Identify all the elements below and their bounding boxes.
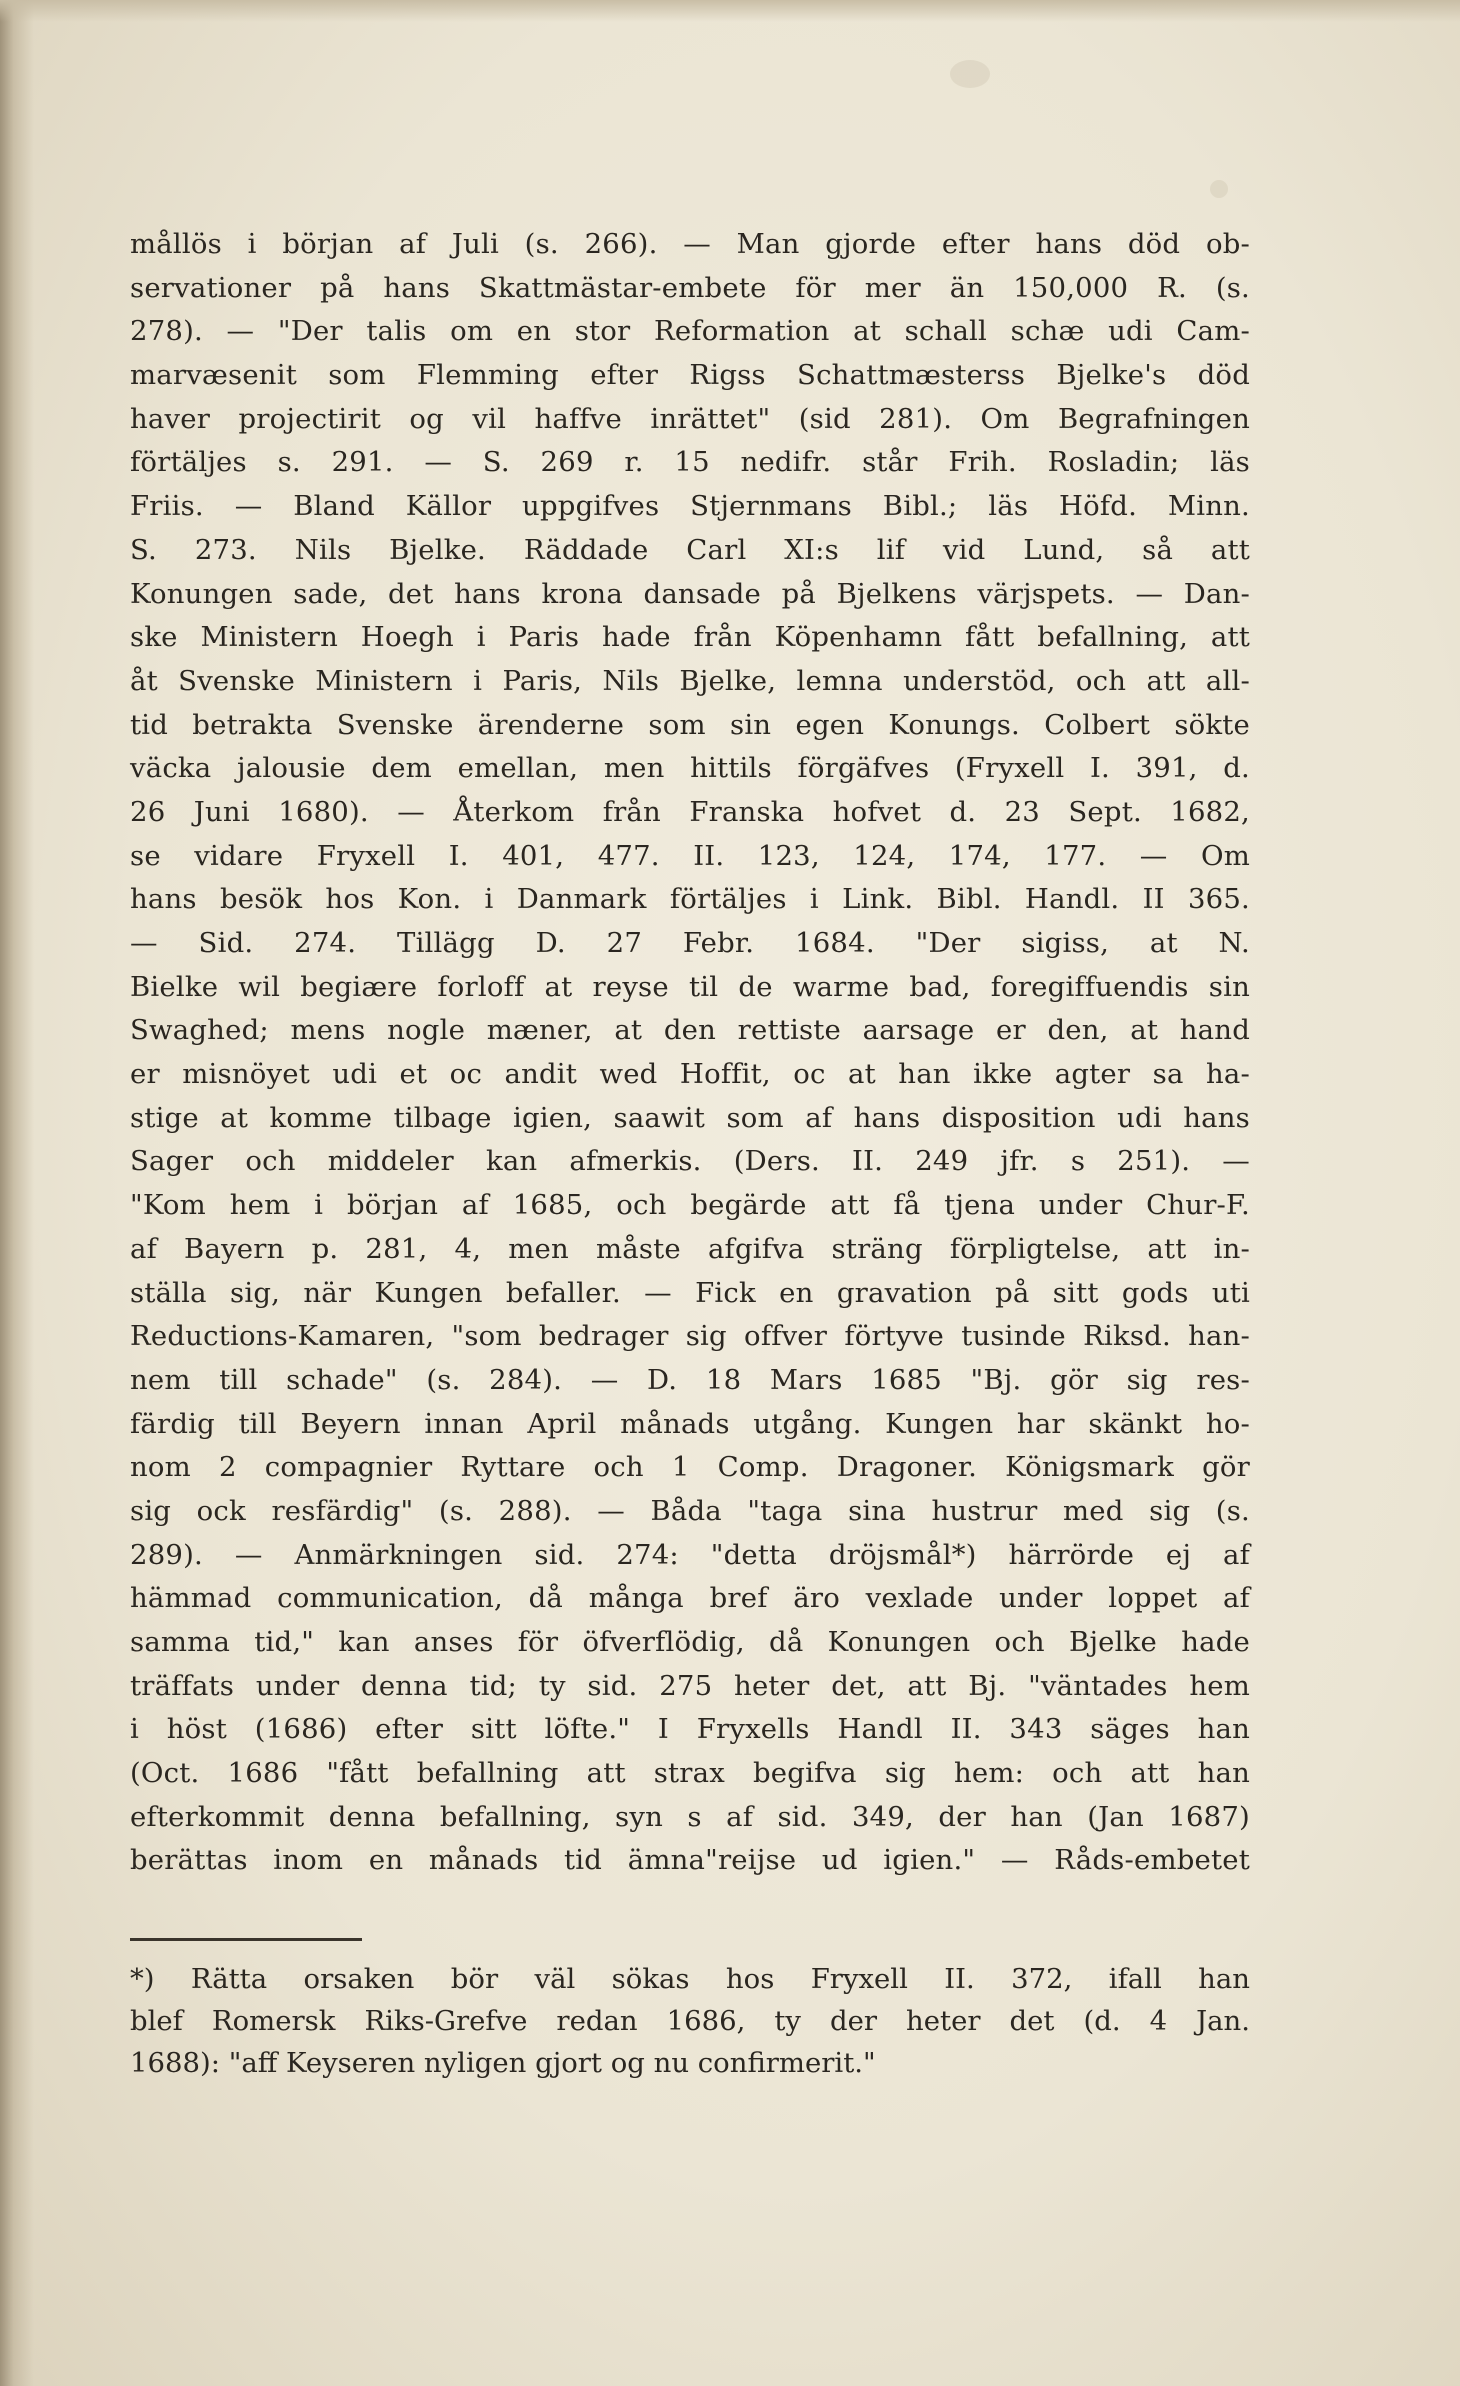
text-line: i höst (1686) efter sitt löfte." I Fryxells Handl II. 343 säges han (130, 1713, 1250, 1746)
text-line: Friis. — Bland Källor uppgifves Stjernmans Bibl.; läs Höfd. Minn. (130, 490, 1250, 523)
text-line: väcka jalousie dem emellan, men hittils förgäfves (Fryxell I. 391, d. (130, 752, 1250, 785)
text-line: servationer på hans Skattmästar-embete för mer än 150,000 R. (s. (130, 271, 1250, 304)
text-line: 26 Juni 1680). — Återkom från Franska hofvet d. 23 Sept. 1682, (130, 795, 1250, 828)
text-line: tid betrakta Svenske ärenderne som sin egen Konungs. Colbert sökte (130, 708, 1250, 741)
text-line: 278). — "Der talis om en stor Reformation at schall schæ udi Cam- (130, 315, 1250, 348)
text-line: berättas inom en månads tid ämna"reijse ud igien." — Råds-embetet (130, 1844, 1250, 1877)
text-line: ställa sig, när Kungen befaller. — Fick en gravation på sitt gods uti (130, 1276, 1250, 1309)
text-line: marvæsenit som Flemming efter Rigss Schattmæsterss Bjelke's död (130, 359, 1250, 392)
text-line: efterkommit denna befallning, syn s af sid. 349, der han (Jan 1687) (130, 1800, 1250, 1833)
body-text (130, 223, 1250, 1883)
text-line: Reductions-Kamaren, "som bedrager sig offver förtyve tusinde Riksd. han- (130, 1320, 1250, 1353)
page-top-shadow (0, 0, 1460, 22)
footnote-separator (130, 1938, 362, 1941)
footnote-line: *) Rätta orsaken bör väl sökas hos Fryxell II. 372, ifall han (130, 1963, 1250, 1995)
text-line: färdig till Beyern innan April månads utgång. Kungen har skänkt ho- (130, 1407, 1250, 1440)
text-line: Bielke wil begiære forloff at reyse til de warme bad, foregiffuendis sin (130, 970, 1250, 1003)
text-line: S. 273. Nils Bjelke. Räddade Carl XI:s lif vid Lund, så att (130, 533, 1250, 566)
text-line: nem till schade" (s. 284). — D. 18 Mars 1685 "Bj. gör sig res- (130, 1363, 1250, 1396)
page-edge-shadow (0, 0, 34, 2386)
text-line: (Oct. 1686 "fått befallning att strax begifva sig hem: och att han (130, 1757, 1250, 1790)
text-line: — Sid. 274. Tillägg D. 27 Febr. 1684. "Der sigiss, at N. (130, 927, 1250, 959)
text-line: träffats under denna tid; ty sid. 275 heter det, att Bj. "väntades hem (130, 1669, 1250, 1702)
text-line: "Kom hem i början af 1685, och begärde att få tjena under Chur-F. (130, 1189, 1250, 1222)
text-line: Sager och middeler kan afmerkis. (Ders. II. 249 jfr. s 251). — (130, 1145, 1250, 1178)
text-line: nom 2 compagnier Ryttare och 1 Comp. Dragoner. Königsmark gör (130, 1451, 1250, 1484)
text-line: Konungen sade, det hans krona dansade på Bjelkens värjspets. — Dan- (130, 577, 1250, 610)
footnote-line: 1688): "aff Keyseren nyligen gjort og nu confirmerit." (130, 2047, 876, 2079)
text-line: sig ock resfärdig" (s. 288). — Båda "taga sina hustrur med sig (s. (130, 1494, 1250, 1527)
text-line: 289). — Anmärkningen sid. 274: "detta dröjsmål*) härrörde ej af (130, 1538, 1250, 1571)
text-line: mållös i början af Juli (s. 266). — Man gjorde efter hans död ob- (130, 228, 1250, 260)
text-line: åt Svenske Ministern i Paris, Nils Bjelke, lemna understöd, och att all- (130, 664, 1250, 697)
footnote-block (130, 1958, 1250, 2084)
text-line: af Bayern p. 281, 4, men måste afgifva sträng förpligtelse, att in- (130, 1232, 1250, 1265)
text-line: ske Ministern Hoegh i Paris hade från Köpenhamn fått befallning, att (130, 621, 1250, 654)
text-line: hämmad communication, då många bref äro vexlade under loppet af (130, 1582, 1250, 1615)
text-line: er misnöyet udi et oc andit wed Hoffit, oc at han ikke agter sa ha- (130, 1058, 1250, 1091)
text-line: förtäljes s. 291. — S. 269 r. 15 nedifr. står Frih. Rosladin; läs (130, 446, 1250, 479)
text-line: hans besök hos Kon. i Danmark förtäljes i Link. Bibl. Handl. II 365. (130, 883, 1250, 916)
text-line: samma tid," kan anses för öfverflödig, då Konungen och Bjelke hade (130, 1626, 1250, 1658)
text-line: stige at komme tilbage igien, saawit som af hans disposition udi hans (130, 1101, 1250, 1134)
text-line: Swaghed; mens nogle mæner, at den rettiste aarsage er den, at hand (130, 1014, 1250, 1047)
text-line: se vidare Fryxell I. 401, 477. II. 123, 124, 174, 177. — Om (130, 839, 1250, 872)
paper-stain (1210, 180, 1228, 198)
paper-stain (950, 60, 990, 88)
footnote-line: blef Romersk Riks-Grefve redan 1686, ty der heter det (d. 4 Jan. (130, 2005, 1250, 2037)
text-line: haver projectirit og vil haffve inrättet" (sid 281). Om Begrafningen (130, 402, 1250, 435)
